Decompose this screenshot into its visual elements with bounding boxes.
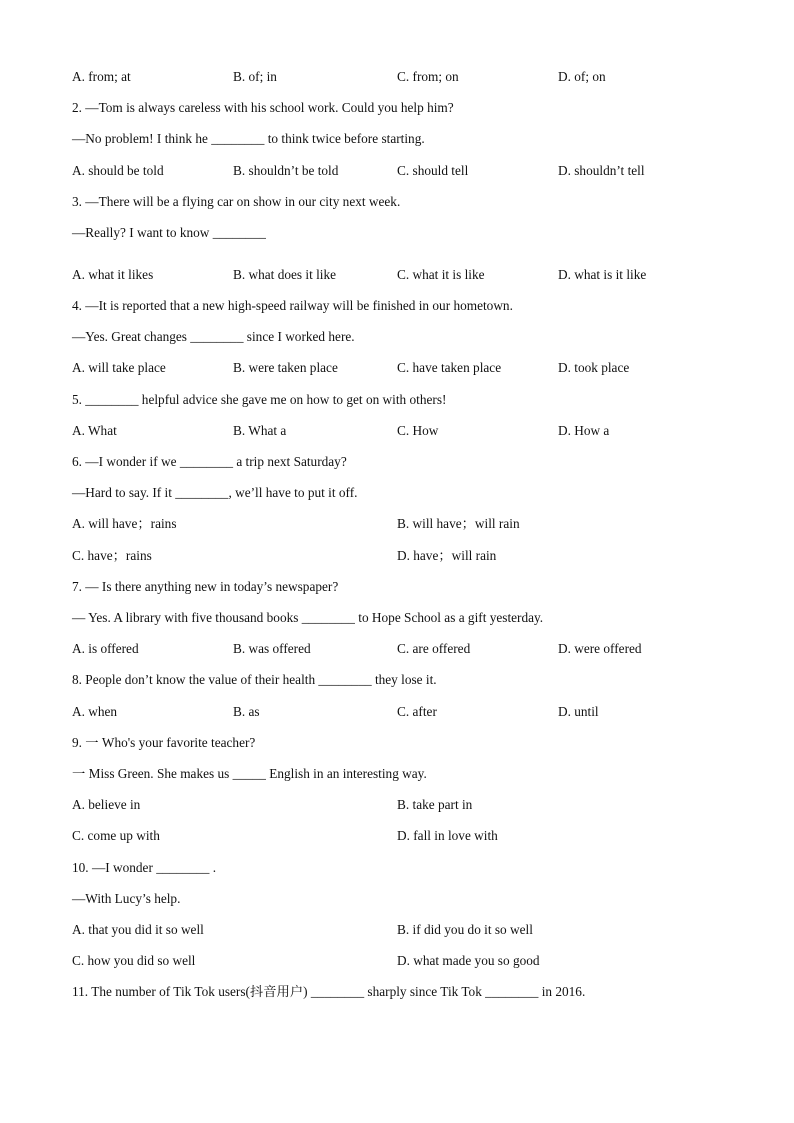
option-c: C. should tell <box>397 163 469 178</box>
option-d: D. what made you so good <box>397 953 540 968</box>
option-b: B. if did you do it so well <box>397 922 533 937</box>
option-b: B. as <box>233 704 260 719</box>
option-c: C. from; on <box>397 69 459 84</box>
option-d: D. what is it like <box>558 267 647 282</box>
question-5-prompt: 5. ________ helpful advice she gave me on how to get on with others! <box>72 392 447 407</box>
option-c: C. what it is like <box>397 267 485 282</box>
option-d: D. have；will rain <box>397 548 497 563</box>
option-b: B. shouldn’t be told <box>233 163 339 178</box>
question-4-prompt: 4. —It is reported that a new high-speed railway will be finished in our hometown. <box>72 298 513 313</box>
option-b: B. What a <box>233 423 287 438</box>
option-d: D. of; on <box>558 69 606 84</box>
question-7-response: — Yes. A library with five thousand books ________ to Hope School as a gift yesterday. <box>72 610 544 625</box>
option-a: A. should be told <box>72 163 164 178</box>
option-c: C. have taken place <box>397 360 502 375</box>
question-3-prompt: 3. —There will be a flying car on show in our city next week. <box>72 194 401 209</box>
option-a: A. is offered <box>72 641 139 656</box>
option-d: D. How a <box>558 423 610 438</box>
question-6-response: —Hard to say. If it ________, we’ll have to put it off. <box>72 485 358 500</box>
option-d: D. shouldn’t tell <box>558 163 645 178</box>
question-2-response: —No problem! I think he ________ to think twice before starting. <box>72 131 425 146</box>
question-4-response: —Yes. Great changes ________ since I worked here. <box>72 329 355 344</box>
option-a: A. from; at <box>72 69 131 84</box>
option-a: A. What <box>72 423 117 438</box>
option-d: D. were offered <box>558 641 642 656</box>
question-2-prompt: 2. —Tom is always careless with his school work. Could you help him? <box>72 100 454 115</box>
option-a: A. when <box>72 704 118 719</box>
question-11-prompt: 11. The number of Tik Tok users(抖音用户) ________ sharply since Tik Tok ________ in 2016. <box>72 984 586 999</box>
option-c: C. are offered <box>397 641 471 656</box>
question-6-prompt: 6. —I wonder if we ________ a trip next Saturday? <box>72 454 347 469</box>
question-8-prompt: 8. People don’t know the value of their health ________ they lose it. <box>72 672 437 687</box>
option-c: C. how you did so well <box>72 953 196 968</box>
option-d: D. fall in love with <box>397 828 498 843</box>
question-10-prompt: 10. —I wonder ________ . <box>72 860 217 875</box>
option-b: B. was offered <box>233 641 311 656</box>
option-c: C. How <box>397 423 439 438</box>
option-a: A. will have；rains <box>72 516 177 531</box>
option-d: D. until <box>558 704 599 719</box>
question-9-response: 一 Miss Green. She makes us _____ English in an interesting way. <box>72 766 427 781</box>
question-10-response: —With Lucy’s help. <box>72 891 181 906</box>
option-b: B. were taken place <box>233 360 338 375</box>
question-7-prompt: 7. — Is there anything new in today’s newspaper? <box>72 579 339 594</box>
question-3-response: —Really? I want to know ________ <box>72 225 266 240</box>
option-c: C. after <box>397 704 437 719</box>
option-a: A. that you did it so well <box>72 922 204 937</box>
option-b: B. of; in <box>233 69 277 84</box>
option-a: A. will take place <box>72 360 166 375</box>
option-d: D. took place <box>558 360 630 375</box>
option-a: A. believe in <box>72 797 141 812</box>
option-b: B. take part in <box>397 797 473 812</box>
option-c: C. have；rains <box>72 548 152 563</box>
question-9-prompt: 9. 一 Who's your favorite teacher? <box>72 735 256 750</box>
option-b: B. what does it like <box>233 267 337 282</box>
option-a: A. what it likes <box>72 267 154 282</box>
option-c: C. come up with <box>72 828 160 843</box>
option-b: B. will have；will rain <box>397 516 520 531</box>
